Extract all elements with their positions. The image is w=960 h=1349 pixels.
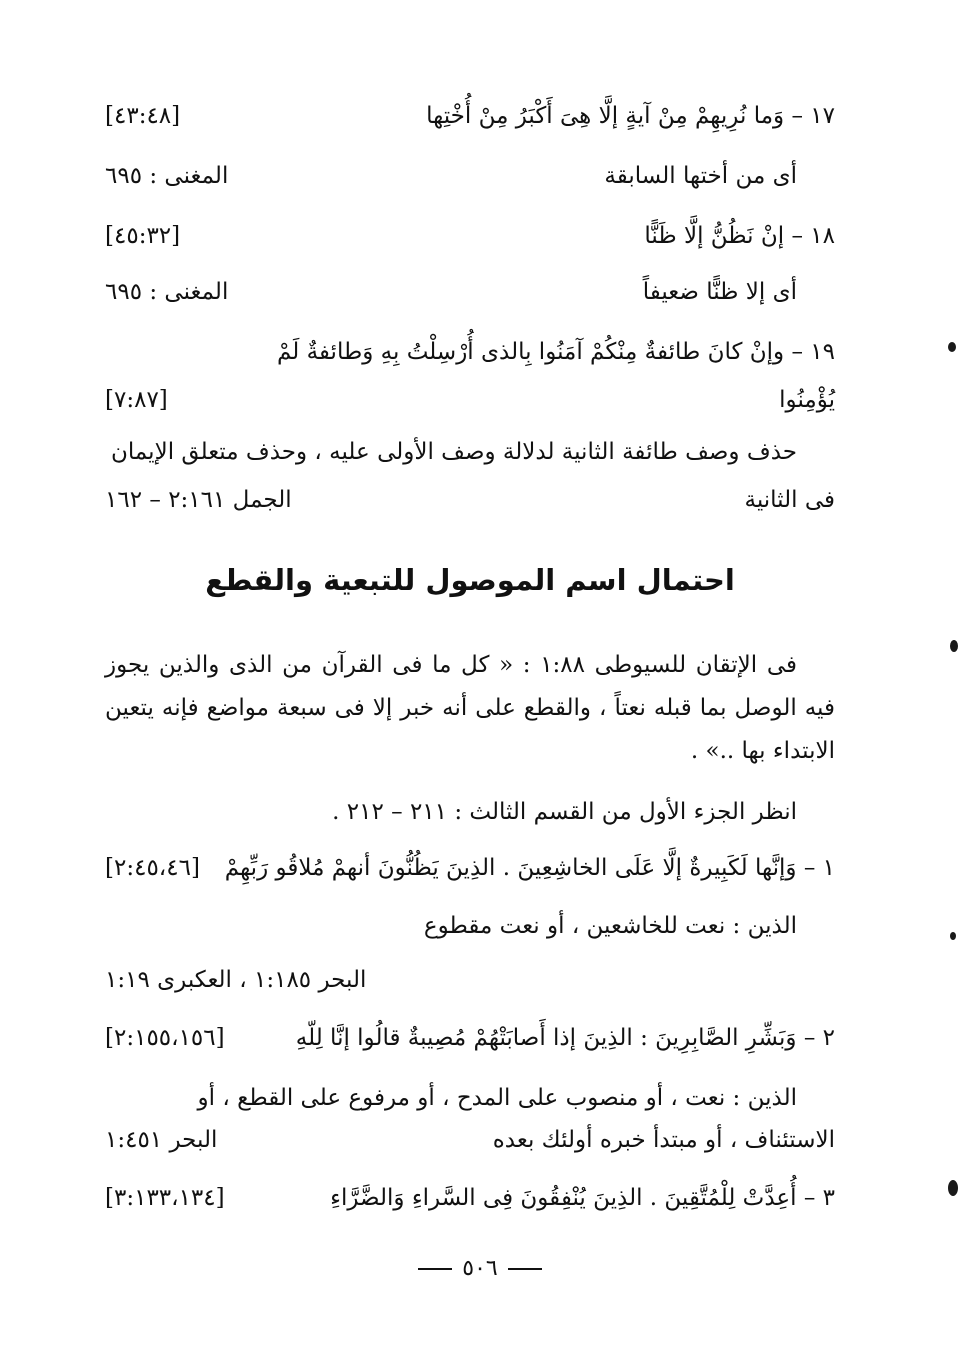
verse-reference: [٤٣:٤٨] (105, 103, 181, 129)
entry-2-note-line1 (105, 1082, 835, 1114)
verse-reference: [٤٥:٣٢] (105, 223, 181, 249)
note-text: أى إلا ظنًّا ضعيفاً (642, 279, 797, 305)
section-title: احتمال اسم الموصول للتبعية والقطع (205, 563, 735, 597)
intro-paragraph: فى الإتقان للسيوطى ١:٨٨ : « كل ما فى القرآن من الذى والذين يجوز فيه الوصل بما قبله نعتاً ، والقطع على أنه خبر إلا فى سبعة مواضع فإنه يتعين الابتداء بها ..» . (105, 652, 835, 764)
entry-17 (105, 100, 835, 132)
page-number-dash (508, 1268, 542, 1270)
cross-reference: انظر الجزء الأول من القسم الثالث : ٢١١ – ٢١٢ . (332, 799, 797, 825)
entry-1-note (105, 910, 835, 942)
verse-reference: [٣:١٣٣،١٣٤] (105, 1185, 225, 1211)
note-text-continued: فى الثانية (744, 487, 835, 513)
source-reference: المغنى : ٦٩٥ (105, 163, 229, 189)
note-text: أى من أختها السابقة (604, 163, 797, 189)
note-text-continued: الاستئناف ، أو مبتدأ خبره أولئك بعده (492, 1127, 835, 1153)
scan-mark (948, 1180, 958, 1196)
entry-2 (105, 1022, 835, 1054)
entry-17-note (105, 160, 835, 192)
scan-mark (950, 932, 956, 940)
page-number-dash (418, 1268, 452, 1270)
page-number (0, 1254, 960, 1284)
see-also (105, 796, 835, 828)
source-reference: البحر ١:١٨٥ ، العكبرى ١:١٩ (105, 967, 367, 993)
verse-reference: [٢:١٥٥،١٥٦] (105, 1025, 225, 1051)
entry-19-note-line2 (105, 484, 835, 516)
source-reference: المغنى : ٦٩٥ (105, 279, 229, 305)
entry-3 (105, 1182, 835, 1214)
note-text: الذين : نعت ، أو منصوب على المدح ، أو مرفوع على القطع ، أو (197, 1085, 797, 1111)
source-reference: الجمل ٢:١٦١ – ١٦٢ (105, 487, 292, 513)
verse-text: ١٨ – إنْ نَظُنُّ إلَّا ظَنًّا (644, 223, 835, 249)
note-text: الذين : نعت للخاشعين ، أو نعت مقطوع (423, 913, 797, 939)
scan-mark (950, 640, 958, 652)
entry-18 (105, 220, 835, 252)
verse-text: ٣ – أُعِدَّتْ لِلْمُتَّقِينَ . الذِينَ يُنْفِقُونَ فِى السَّراءِ وَالضَّرَّاءِ (330, 1185, 835, 1211)
verse-text-continued: يُؤْمِنُوا (779, 387, 835, 413)
verse-text: ٢ – وَبَشِّرِ الصَّابِرِينَ : الذِينَ إذا أَصابَتْهُمْ مُصِيبةٌ قالُوا إنَّا لِلّهِ (295, 1025, 835, 1051)
verse-text: ١٩ – وإنْ كانَ طائفةٌ مِنْكُمْ آمَنُوا بِالذى أُرْسِلْتُ بِهِ وَطائفةٌ لَمْ (276, 339, 835, 365)
verse-reference: [٢:٤٥،٤٦] (105, 855, 200, 881)
entry-19-note-line1 (105, 436, 835, 468)
scan-mark (948, 342, 956, 352)
note-text: حذف وصف طائفة الثانية لدلالة وصف الأولى عليه ، وحذف متعلق الإيمان (110, 439, 797, 465)
source-reference: البحر ١:٤٥١ (105, 1127, 218, 1153)
verse-text: ١٧ – وَما نُرِيهِمْ مِنْ آيةٍ إلَّا هِىَ أَكْبَرُ مِنْ أُخْتِها (426, 103, 835, 129)
entry-19-line1 (105, 336, 835, 368)
entry-2-note-line2 (105, 1124, 835, 1156)
verse-text: ١ – وَإنَّها لَكَبِيرةٌ إلَّا عَلَى الخاشِعِينَ . الذِينَ يَظُنُّونَ أنهمْ مُلاقُو رَبِّهِمْ (224, 855, 835, 881)
entry-18-note (105, 276, 835, 308)
entry-1-source (105, 964, 835, 996)
page-number-value: ٥٠٦ (462, 1256, 498, 1281)
entry-1 (105, 852, 835, 884)
verse-reference: [٧:٨٧] (105, 387, 168, 413)
entry-19-line2 (105, 384, 835, 416)
